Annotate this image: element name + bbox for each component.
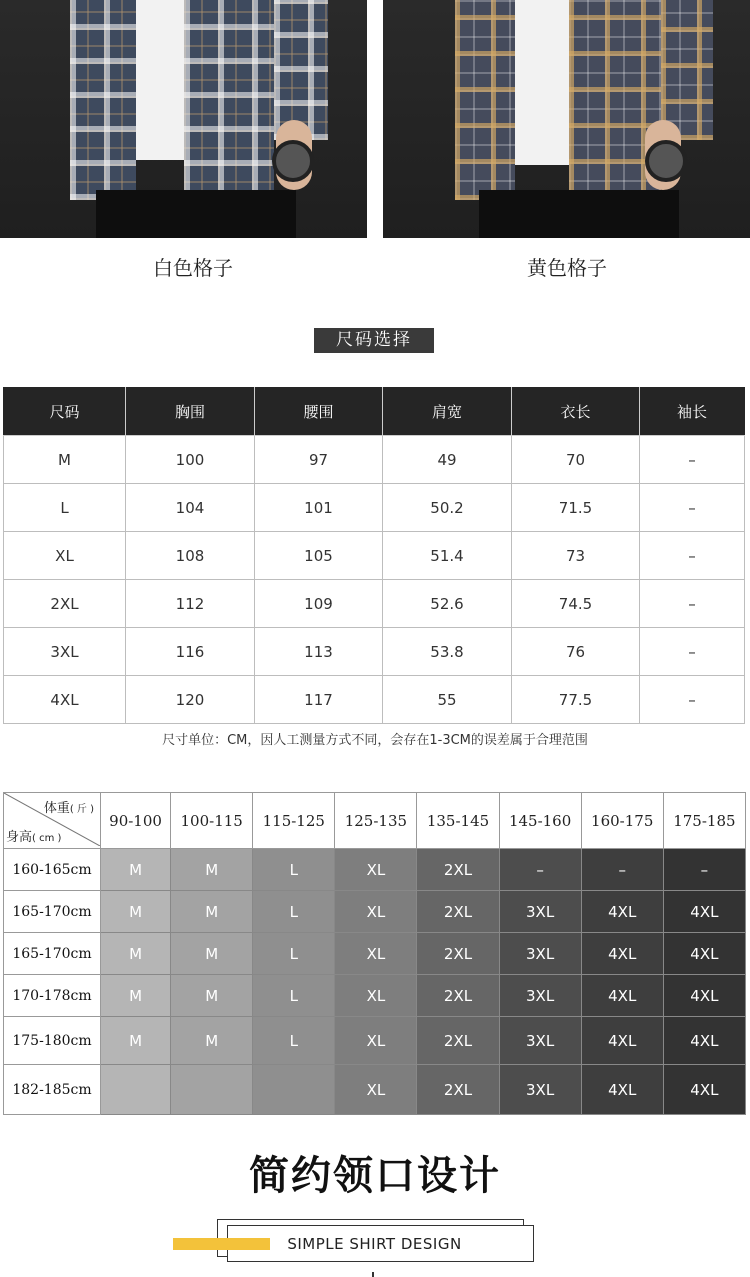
measurement-cell: 108 bbox=[126, 532, 255, 580]
height-row bbox=[4, 975, 746, 1017]
recommended-size-cell: M bbox=[171, 933, 253, 975]
recommended-size-cell: L bbox=[253, 975, 335, 1017]
recommended-size-cell: M bbox=[101, 849, 171, 891]
recommended-size-cell: M bbox=[171, 975, 253, 1017]
weight-range-header: 90-100 bbox=[101, 793, 171, 849]
height-range-label: 182-185cm bbox=[4, 1065, 101, 1115]
recommended-size-cell: XL bbox=[335, 1065, 417, 1115]
recommended-size-cell: – bbox=[581, 849, 663, 891]
recommended-size-cell: 4XL bbox=[663, 891, 745, 933]
plaid-shirt-left-panel bbox=[455, 0, 515, 200]
table-corner bbox=[4, 793, 101, 849]
height-row bbox=[4, 891, 746, 933]
size-cell: L bbox=[4, 484, 126, 532]
size-cell: M bbox=[4, 436, 126, 484]
size-table-row bbox=[4, 580, 745, 628]
size-recommendation-table bbox=[3, 792, 746, 1115]
size-section-title: 尺码选择 bbox=[314, 328, 434, 353]
measurement-cell: 70 bbox=[512, 436, 640, 484]
measurement-cell: 104 bbox=[126, 484, 255, 532]
design-section-subtitle: SIMPLE SHIRT DESIGN bbox=[287, 1235, 462, 1253]
header-shoulder: 肩宽 bbox=[383, 387, 512, 436]
recommended-size-cell: – bbox=[663, 849, 745, 891]
recommended-size-cell: M bbox=[101, 891, 171, 933]
recommended-size-cell: L bbox=[253, 933, 335, 975]
recommended-size-cell: 4XL bbox=[581, 933, 663, 975]
recommended-size-cell: 3XL bbox=[499, 1065, 581, 1115]
size-table-header-row bbox=[4, 387, 745, 436]
size-cell: 3XL bbox=[4, 628, 126, 676]
recommended-size-cell: 3XL bbox=[499, 975, 581, 1017]
height-row bbox=[4, 933, 746, 975]
watch-icon bbox=[272, 140, 314, 182]
recommended-size-cell: 4XL bbox=[581, 891, 663, 933]
recommended-size-cell: 4XL bbox=[581, 1065, 663, 1115]
measurement-cell: 71.5 bbox=[512, 484, 640, 532]
height-range-label: 165-170cm bbox=[4, 891, 101, 933]
recommended-size-cell: 2XL bbox=[417, 1065, 499, 1115]
measurement-cell: 50.2 bbox=[383, 484, 512, 532]
measurement-cell: 113 bbox=[255, 628, 383, 676]
recommended-size-cell: M bbox=[171, 849, 253, 891]
measurement-cell: 74.5 bbox=[512, 580, 640, 628]
product-photo-white-plaid[interactable] bbox=[0, 0, 367, 238]
measurement-cell: 120 bbox=[126, 676, 255, 724]
recommended-size-cell: 4XL bbox=[663, 975, 745, 1017]
size-table-row bbox=[4, 436, 745, 484]
recommended-size-cell: 3XL bbox=[499, 891, 581, 933]
recommended-size-cell: 4XL bbox=[663, 1017, 745, 1065]
color-label-white: 白色格子 bbox=[153, 256, 233, 280]
plaid-shirt-left-panel bbox=[70, 0, 136, 200]
white-tshirt bbox=[513, 0, 571, 165]
recommended-size-cell: 4XL bbox=[663, 933, 745, 975]
black-pants bbox=[479, 190, 679, 238]
measurement-cell: 53.8 bbox=[383, 628, 512, 676]
recommended-size-cell: 3XL bbox=[499, 1017, 581, 1065]
black-pants bbox=[96, 190, 296, 238]
weight-range-header: 125-135 bbox=[335, 793, 417, 849]
weight-axis-label bbox=[44, 797, 94, 816]
measurement-cell: 52.6 bbox=[383, 580, 512, 628]
measurement-cell: 73 bbox=[512, 532, 640, 580]
weight-label: 体重 bbox=[43, 801, 70, 816]
measurement-cell: 101 bbox=[255, 484, 383, 532]
measurement-note: 尺寸单位：CM，因人工测量方式不同，会存在1-3CM的误差属于合理范围 bbox=[162, 733, 588, 748]
recommended-size-cell: 2XL bbox=[417, 1017, 499, 1065]
height-range-label: 170-178cm bbox=[4, 975, 101, 1017]
measurement-cell: 100 bbox=[126, 436, 255, 484]
measurement-cell: 109 bbox=[255, 580, 383, 628]
divider-tick bbox=[372, 1272, 374, 1277]
measurement-cell: 51.4 bbox=[383, 532, 512, 580]
height-row bbox=[4, 849, 746, 891]
measurement-cell: 117 bbox=[255, 676, 383, 724]
recommended-size-cell: XL bbox=[335, 891, 417, 933]
weight-range-header: 175-185 bbox=[663, 793, 745, 849]
weight-range-header: 115-125 bbox=[253, 793, 335, 849]
height-label: 身高 bbox=[6, 830, 33, 845]
weight-range-header: 160-175 bbox=[581, 793, 663, 849]
plaid-shirt-sleeve bbox=[274, 0, 328, 140]
header-chest: 胸围 bbox=[126, 387, 255, 436]
header-size: 尺码 bbox=[4, 387, 126, 436]
recommended-size-cell: M bbox=[101, 975, 171, 1017]
recommended-size-cell: 4XL bbox=[581, 975, 663, 1017]
size-table-row bbox=[4, 484, 745, 532]
measurement-cell: – bbox=[640, 436, 745, 484]
height-unit: ( cm ) bbox=[32, 833, 62, 844]
measurement-cell: 97 bbox=[255, 436, 383, 484]
measurement-cell: 55 bbox=[383, 676, 512, 724]
recommended-size-cell bbox=[101, 1065, 171, 1115]
recommended-size-cell: M bbox=[171, 1017, 253, 1065]
recommended-size-cell: XL bbox=[335, 1017, 417, 1065]
watch-icon bbox=[645, 140, 687, 182]
height-row bbox=[4, 1017, 746, 1065]
product-photo-yellow-plaid[interactable] bbox=[383, 0, 750, 238]
plaid-shirt-right-panel bbox=[184, 0, 274, 200]
size-table-row bbox=[4, 628, 745, 676]
recommended-size-cell bbox=[253, 1065, 335, 1115]
design-section-title: 简约领口设计 bbox=[249, 1153, 501, 1199]
header-length: 衣长 bbox=[512, 387, 640, 436]
measurement-cell: 105 bbox=[255, 532, 383, 580]
recommended-size-cell: 2XL bbox=[417, 891, 499, 933]
recommended-size-cell: XL bbox=[335, 975, 417, 1017]
recommended-size-cell bbox=[171, 1065, 253, 1115]
height-range-label: 160-165cm bbox=[4, 849, 101, 891]
height-axis-label bbox=[6, 826, 61, 845]
plaid-shirt-sleeve bbox=[661, 0, 713, 140]
measurement-cell: 49 bbox=[383, 436, 512, 484]
measurement-cell: – bbox=[640, 580, 745, 628]
header-sleeve: 袖长 bbox=[640, 387, 745, 436]
weight-range-header: 100-115 bbox=[171, 793, 253, 849]
recommended-size-cell: M bbox=[101, 933, 171, 975]
size-cell: 4XL bbox=[4, 676, 126, 724]
weight-range-header: 145-160 bbox=[499, 793, 581, 849]
measurement-cell: – bbox=[640, 484, 745, 532]
recommended-size-cell: L bbox=[253, 1017, 335, 1065]
measurement-cell: 112 bbox=[126, 580, 255, 628]
recommended-size-cell: L bbox=[253, 849, 335, 891]
size-cell: 2XL bbox=[4, 580, 126, 628]
measurement-cell: 116 bbox=[126, 628, 255, 676]
size-table-row bbox=[4, 676, 745, 724]
size-table-row bbox=[4, 532, 745, 580]
height-row bbox=[4, 1065, 746, 1115]
color-label-yellow: 黄色格子 bbox=[527, 256, 607, 280]
recommended-size-cell: 4XL bbox=[663, 1065, 745, 1115]
recommended-size-cell: 2XL bbox=[417, 849, 499, 891]
measurement-cell: – bbox=[640, 676, 745, 724]
measurement-cell: – bbox=[640, 628, 745, 676]
recommended-size-cell: XL bbox=[335, 849, 417, 891]
weight-range-header: 135-145 bbox=[417, 793, 499, 849]
recommended-size-cell: 4XL bbox=[581, 1017, 663, 1065]
weight-header-row bbox=[4, 793, 746, 849]
height-range-label: 165-170cm bbox=[4, 933, 101, 975]
measurement-cell: 77.5 bbox=[512, 676, 640, 724]
size-table bbox=[3, 387, 745, 724]
recommended-size-cell: – bbox=[499, 849, 581, 891]
recommended-size-cell: 3XL bbox=[499, 933, 581, 975]
white-tshirt bbox=[132, 0, 184, 160]
recommended-size-cell: XL bbox=[335, 933, 417, 975]
recommended-size-cell: 2XL bbox=[417, 975, 499, 1017]
recommended-size-cell: M bbox=[101, 1017, 171, 1065]
recommended-size-cell: L bbox=[253, 891, 335, 933]
recommended-size-cell: M bbox=[171, 891, 253, 933]
height-range-label: 175-180cm bbox=[4, 1017, 101, 1065]
measurement-cell: 76 bbox=[512, 628, 640, 676]
size-cell: XL bbox=[4, 532, 126, 580]
recommended-size-cell: 2XL bbox=[417, 933, 499, 975]
weight-unit: ( 斤 ) bbox=[69, 804, 94, 815]
header-waist: 腰围 bbox=[255, 387, 383, 436]
measurement-cell: – bbox=[640, 532, 745, 580]
